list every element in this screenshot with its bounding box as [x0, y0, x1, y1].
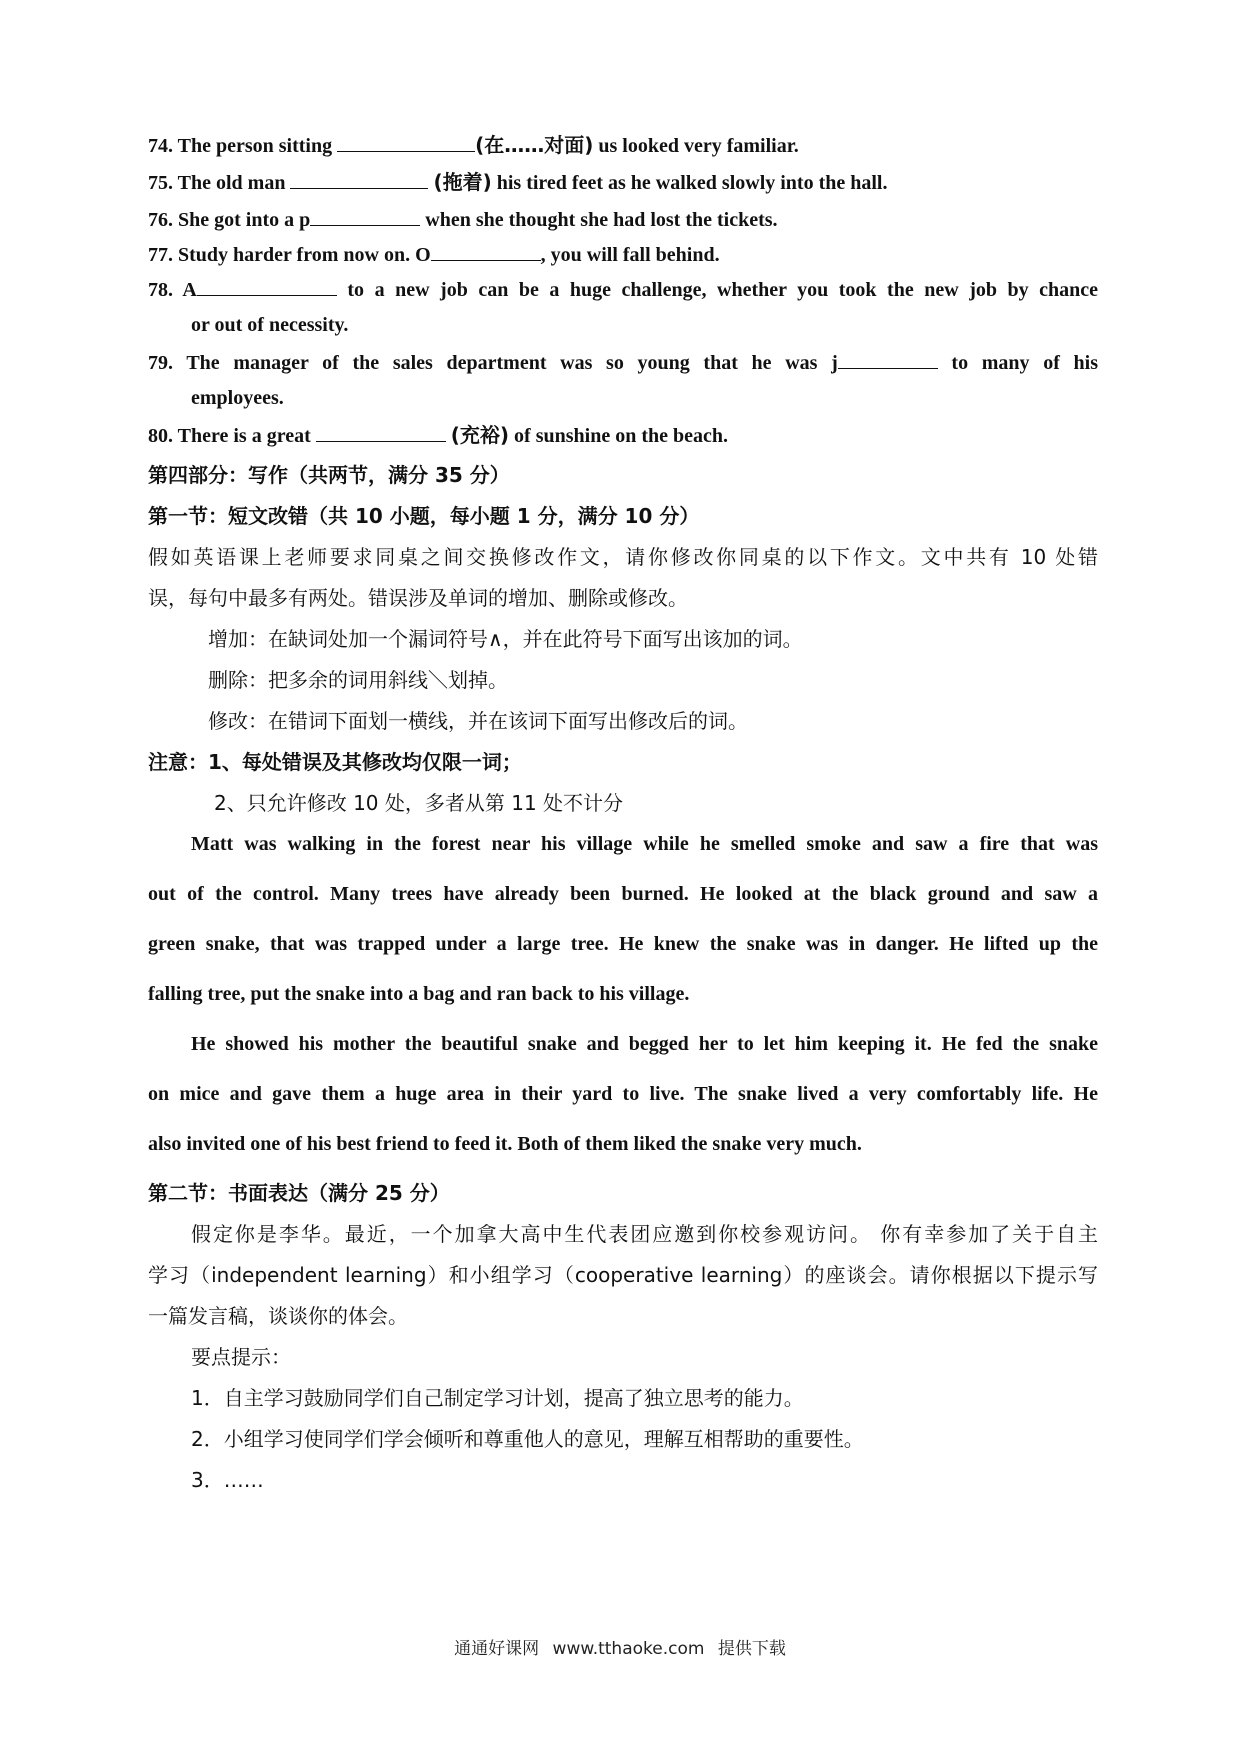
passage-line: falling tree, put the snake into a bag and ran back to his village.: [148, 983, 690, 1005]
answer-blank[interactable]: [337, 133, 475, 152]
point-item: 1．自主学习鼓励同学们自己制定学习计划，提高了独立思考的能力。: [191, 1386, 804, 1410]
point-item: 2．小组学习使同学们学会倾听和尊重他人的意见，理解互相帮助的重要性。: [191, 1427, 864, 1451]
section1-intro-line1: 假如英语课上老师要求同桌之间交换修改作文，请你修改你同桌的以下作文。文中共有 10 处错: [148, 545, 1098, 569]
passage-line: He showed his mother the beautiful snake and begged her to let him keeping it. He fed the snake: [191, 1033, 1098, 1055]
question-79-continued: employees.: [191, 387, 284, 409]
points-title: 要点提示：: [191, 1345, 291, 1369]
point-item: 3．……: [191, 1468, 264, 1492]
section1-intro-line2: 误，每句中最多有两处。错误涉及单词的增加、删除或修改。: [148, 586, 688, 610]
answer-blank[interactable]: [290, 170, 428, 189]
answer-blank[interactable]: [838, 350, 938, 369]
passage-line: also invited one of his best friend to feed it. Both of them liked the snake very much.: [148, 1133, 862, 1155]
question-74: 74. The person sitting (在……对面) us looked very familiar.: [148, 133, 799, 157]
answer-blank[interactable]: [197, 277, 337, 296]
question-78-continued: or out of necessity.: [191, 314, 349, 336]
section1-title: 第一节：短文改错（共 10 小题，每小题 1 分，满分 10 分）: [148, 504, 700, 528]
section2-intro-line2: 学习（independent learning）和小组学习（cooperative learning）的座谈会。请你根据以下提示写: [148, 1263, 1098, 1287]
answer-blank[interactable]: [316, 423, 446, 442]
question-78: 78. A to a new job can be a huge challenge, whether you took the new job by chance: [148, 279, 1098, 301]
passage-line: out of the control. Many trees have already been burned. He looked at the black ground and saw a: [148, 883, 1098, 905]
answer-blank[interactable]: [431, 242, 541, 261]
question-79: 79. The manager of the sales department was so young that he was j to many of his: [148, 352, 1098, 374]
question-77: 77. Study harder from now on. O , you will fall behind.: [148, 244, 720, 266]
passage-line: Matt was walking in the forest near his village while he smelled smoke and saw a fire that was: [191, 833, 1098, 855]
footer-suffix: 提供下载: [717, 1639, 786, 1659]
question-80: 80. There is a great (充裕) of sunshine on the beach.: [148, 423, 728, 447]
section2-title: 第二节：书面表达（满分 25 分）: [148, 1181, 450, 1205]
question-76: 76. She got into a p when she thought she had lost the tickets.: [148, 209, 778, 231]
passage-line: green snake, that was trapped under a large tree. He knew the snake was in danger. He lifted up the: [148, 933, 1098, 955]
note-1: 注意：1、每处错误及其修改均仅限一词；: [148, 750, 522, 774]
footer-url[interactable]: www.tthaoke.com: [552, 1639, 705, 1659]
part4-title: 第四部分：写作（共两节，满分 35 分）: [148, 463, 510, 487]
passage-line: on mice and gave them a huge area in their yard to live. The snake lived a very comfortably life. He: [148, 1083, 1098, 1105]
answer-blank[interactable]: [310, 207, 420, 226]
section2-intro-line1: 假定你是李华。最近，一个加拿大高中生代表团应邀到你校参观访问。 你有幸参加了关于自主: [191, 1222, 1098, 1246]
instruction-add: 增加：在缺词处加一个漏词符号∧，并在此符号下面写出该加的词。: [208, 627, 803, 651]
section2-intro-line3: 一篇发言稿，谈谈你的体会。: [148, 1304, 408, 1328]
instruction-modify: 修改：在错词下面划一横线，并在该词下面写出修改后的词。: [208, 709, 748, 733]
footer-site-name: 通通好课网: [454, 1639, 540, 1659]
page-footer: [0, 1634, 1240, 1659]
instruction-delete: 删除：把多余的词用斜线＼划掉。: [208, 668, 508, 692]
note-2: 2、只允许修改 10 处，多者从第 11 处不计分: [214, 791, 624, 815]
question-75: 75. The old man (拖着) his tired feet as he walked slowly into the hall.: [148, 170, 888, 194]
